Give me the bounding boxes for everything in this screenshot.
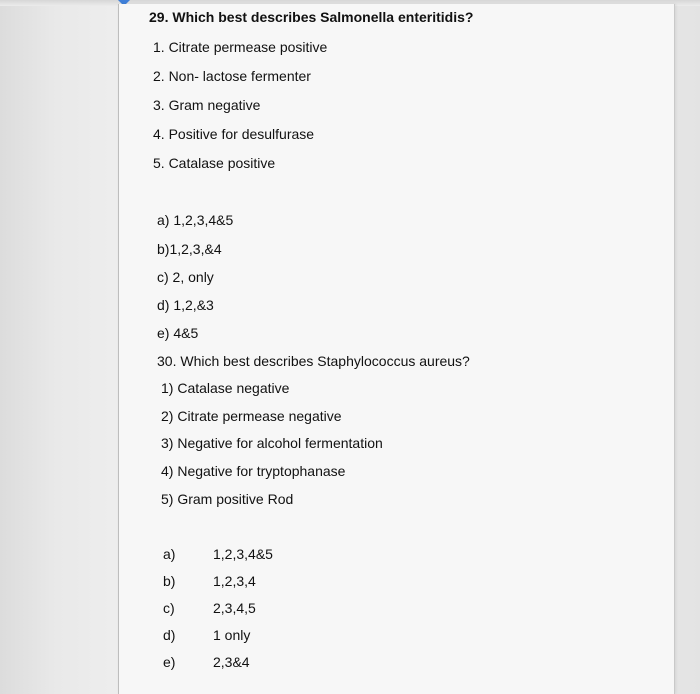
q30-option-a-letter: a)	[163, 546, 176, 562]
q29-option-e: e) 4&5	[157, 325, 199, 341]
q29-option-b: b)1,2,3,&4	[157, 241, 222, 257]
q30-option-b-value: 1,2,3,4	[213, 573, 256, 589]
q30-option-e-letter: e)	[163, 654, 176, 670]
q29-item-1: 1. Citrate permease positive	[153, 39, 328, 55]
q30-item-4: 4) Negative for tryptophanase	[161, 463, 346, 479]
q29-item-2: 2. Non- lactose fermenter	[153, 68, 311, 84]
q30-option-c-letter: c)	[163, 600, 175, 616]
q29-item-4: 4. Positive for desulfurase	[153, 126, 315, 142]
q30-option-d-letter: d)	[163, 627, 176, 643]
document-page	[118, 4, 675, 694]
q29-option-c: c) 2, only	[157, 269, 214, 285]
q30-item-3: 3) Negative for alcohol fermentation	[161, 435, 383, 451]
q30-option-d-value: 1 only	[213, 627, 251, 643]
q29-item-3: 3. Gram negative	[153, 97, 261, 113]
q29-option-a: a) 1,2,3,4&5	[157, 212, 234, 228]
q30-item-1: 1) Catalase negative	[161, 380, 290, 396]
q30-option-a-value: 1,2,3,4&5	[213, 546, 273, 562]
q29-item-5: 5. Catalase positive	[153, 155, 276, 171]
q30-item-5: 5) Gram positive Rod	[161, 491, 294, 507]
q30-option-b-letter: b)	[163, 573, 176, 589]
q30-option-c-value: 2,3,4,5	[213, 600, 256, 616]
question-29-title: 29. Which best describes Salmonella enteritidis?	[149, 9, 474, 25]
q30-item-2: 2) Citrate permease negative	[161, 408, 342, 424]
question-30-title: 30. Which best describes Staphylococcus aureus?	[157, 353, 470, 369]
q30-option-e-value: 2,3&4	[213, 654, 250, 670]
q29-option-d: d) 1,2,&3	[157, 297, 214, 313]
